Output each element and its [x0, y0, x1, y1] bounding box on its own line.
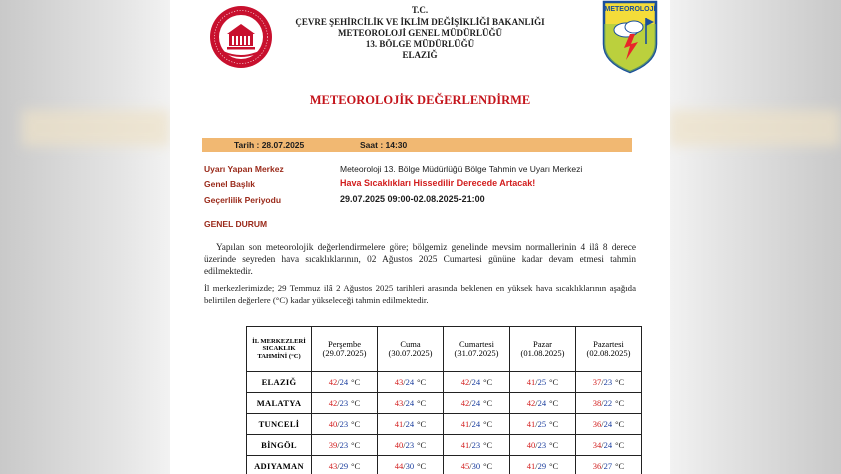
blurred-date-bar-right — [669, 110, 841, 146]
day-header — [576, 327, 642, 372]
day-name: Cumartesi — [459, 338, 494, 349]
max-temperature: 43 — [328, 461, 338, 471]
province-name: MALATYA — [247, 393, 312, 414]
unit-label: °C — [615, 377, 625, 387]
date-text: Tarih : 28.07.2025 — [234, 140, 305, 150]
unit-label: °C — [483, 440, 493, 450]
day-date: (31.07.2025) — [454, 348, 499, 358]
header-directorate: METEOROLOJİ GENEL MÜDÜRLÜĞÜ — [337, 28, 503, 38]
temperature-table — [246, 326, 642, 474]
unit-label: °C — [483, 398, 493, 408]
separator: / — [601, 398, 604, 408]
temperature-cell — [444, 435, 510, 456]
validity-label: Geçerlilik Periyodu — [204, 195, 282, 205]
day-date: (01.08.2025) — [520, 348, 565, 358]
day-header — [378, 327, 444, 372]
separator: / — [403, 398, 406, 408]
separator: / — [601, 440, 604, 450]
max-temperature: 39 — [328, 440, 338, 450]
min-temperature: 24 — [471, 377, 481, 387]
min-temperature: 27 — [603, 461, 613, 471]
day-date: (30.07.2025) — [388, 348, 433, 358]
temperature-cell — [576, 456, 642, 474]
max-temperature: 36 — [592, 419, 602, 429]
temperature-cell — [576, 435, 642, 456]
min-temperature: 30 — [471, 461, 481, 471]
blurred-background-left — [0, 0, 170, 474]
temperature-cell — [312, 372, 378, 393]
separator: / — [535, 419, 538, 429]
min-temperature: 25 — [537, 377, 547, 387]
max-temperature: 37 — [592, 377, 602, 387]
province-name: TUNCELİ — [247, 414, 312, 435]
min-temperature: 23 — [603, 377, 613, 387]
blurred-background-right — [669, 0, 841, 474]
temperature-cell — [510, 372, 576, 393]
max-temperature: 40 — [526, 440, 536, 450]
max-temperature: 42 — [328, 377, 338, 387]
paragraph-general: Yapılan son meteorolojik değerlendirmelere göre; bölgemiz genelinde mevsim normallerinin 4 ilâ 8 derece üzerinde seyreden hava sıcaklıklarının, 02 Ağustos 2025 Cumartesi gününe kadar devam etmesi tahmin edilmektedir. — [204, 243, 636, 277]
max-temperature: 42 — [328, 398, 338, 408]
separator: / — [601, 419, 604, 429]
temperature-cell — [576, 372, 642, 393]
min-temperature: 23 — [537, 440, 547, 450]
min-temperature: 23 — [339, 419, 349, 429]
table-header-row — [247, 327, 642, 372]
unit-label: °C — [549, 398, 559, 408]
table-row — [247, 414, 642, 435]
temperature-cell — [510, 393, 576, 414]
min-temperature: 22 — [603, 398, 613, 408]
temperature-cell — [444, 456, 510, 474]
temperature-cell — [576, 393, 642, 414]
table-row — [247, 435, 642, 456]
min-temperature: 24 — [537, 398, 547, 408]
separator: / — [403, 377, 406, 387]
day-name: Pazartesi — [593, 338, 624, 349]
max-temperature: 43 — [394, 398, 404, 408]
temperature-cell — [378, 456, 444, 474]
separator: / — [601, 461, 604, 471]
max-temperature: 41 — [526, 419, 536, 429]
min-temperature: 29 — [537, 461, 547, 471]
separator: / — [535, 377, 538, 387]
temperature-cell — [444, 414, 510, 435]
section-title: GENEL DURUM — [204, 219, 268, 229]
temperature-cell — [510, 435, 576, 456]
max-temperature: 42 — [460, 377, 470, 387]
unit-label: °C — [351, 419, 361, 429]
validity-value: 29.07.2025 09:00-02.08.2025-21:00 — [340, 194, 485, 204]
min-temperature: 24 — [471, 398, 481, 408]
temperature-cell — [444, 393, 510, 414]
min-temperature: 24 — [471, 419, 481, 429]
min-temperature: 24 — [405, 377, 415, 387]
table-row — [247, 393, 642, 414]
unit-label: °C — [615, 398, 625, 408]
unit-label: °C — [615, 461, 625, 471]
corner-header: İL MERKEZLERİ SICAKLIK TAHMİNİ (°C) — [247, 327, 312, 372]
separator: / — [337, 440, 340, 450]
max-temperature: 43 — [394, 377, 404, 387]
separator: / — [469, 398, 472, 408]
unit-label: °C — [351, 398, 361, 408]
min-temperature: 23 — [339, 440, 349, 450]
unit-label: °C — [351, 440, 361, 450]
separator: / — [337, 461, 340, 471]
temperature-cell — [312, 393, 378, 414]
max-temperature: 34 — [592, 440, 602, 450]
separator: / — [469, 377, 472, 387]
separator: / — [469, 461, 472, 471]
header-tc: T.C. — [411, 5, 429, 15]
min-temperature: 25 — [537, 419, 547, 429]
separator: / — [601, 377, 604, 387]
unit-label: °C — [483, 461, 493, 471]
unit-label: °C — [549, 461, 559, 471]
unit-label: °C — [417, 377, 427, 387]
max-temperature: 42 — [460, 398, 470, 408]
separator: / — [337, 419, 340, 429]
max-temperature: 41 — [460, 440, 470, 450]
separator: / — [535, 461, 538, 471]
day-date: (02.08.2025) — [586, 348, 631, 358]
max-temperature: 41 — [526, 377, 536, 387]
temperature-cell — [312, 456, 378, 474]
max-temperature: 44 — [394, 461, 404, 471]
blurred-date-bar-left — [22, 110, 170, 146]
max-temperature: 40 — [394, 440, 404, 450]
min-temperature: 24 — [603, 440, 613, 450]
temperature-cell — [576, 414, 642, 435]
table-row — [247, 456, 642, 474]
unit-label: °C — [417, 461, 427, 471]
min-temperature: 24 — [603, 419, 613, 429]
document-title: METEOROLOJİK DEĞERLENDİRME — [309, 93, 531, 107]
unit-label: °C — [483, 419, 493, 429]
issuer-label: Uyarı Yapan Merkez — [204, 164, 284, 174]
time-text: Saat : 14:30 — [360, 140, 408, 150]
table-row — [247, 372, 642, 393]
table-body — [247, 372, 642, 474]
issuer-value: Meteoroloji 13. Bölge Müdürlüğü Bölge Tahmin ve Uyarı Merkezi — [340, 164, 583, 174]
subject-label: Genel Başlık — [204, 179, 256, 189]
separator: / — [469, 440, 472, 450]
logo-text: METEOROLOJİ — [604, 6, 656, 13]
unit-label: °C — [417, 419, 427, 429]
temperature-cell — [510, 414, 576, 435]
min-temperature: 29 — [339, 461, 349, 471]
unit-label: °C — [615, 440, 625, 450]
separator: / — [403, 419, 406, 429]
temperature-cell — [378, 372, 444, 393]
province-name: BİNGÖL — [247, 435, 312, 456]
unit-label: °C — [417, 440, 427, 450]
document-page — [170, 0, 670, 474]
unit-label: °C — [615, 419, 625, 429]
temperature-cell — [378, 435, 444, 456]
header-ministry: ÇEVRE ŞEHİRCİLİK VE İKLİM DEĞİŞİKLİĞİ BAKANLIĞI — [295, 17, 545, 27]
separator: / — [403, 461, 406, 471]
temperature-cell — [378, 393, 444, 414]
separator: / — [337, 398, 340, 408]
separator: / — [469, 419, 472, 429]
date-bar — [202, 138, 632, 152]
day-header — [444, 327, 510, 372]
province-name: ADIYAMAN — [247, 456, 312, 474]
max-temperature: 40 — [328, 419, 338, 429]
unit-label: °C — [549, 377, 559, 387]
separator: / — [337, 377, 340, 387]
min-temperature: 30 — [405, 461, 415, 471]
min-temperature: 24 — [405, 398, 415, 408]
separator: / — [403, 440, 406, 450]
unit-label: °C — [417, 398, 427, 408]
temperature-cell — [510, 456, 576, 474]
min-temperature: 24 — [405, 419, 415, 429]
day-name: Perşembe — [327, 338, 362, 349]
max-temperature: 41 — [526, 461, 536, 471]
header-regional: 13. BÖLGE MÜDÜRLÜĞÜ — [365, 39, 475, 49]
unit-label: °C — [549, 440, 559, 450]
max-temperature: 42 — [526, 398, 536, 408]
max-temperature: 36 — [592, 461, 602, 471]
temperature-cell — [444, 372, 510, 393]
header-city: ELAZIĞ — [402, 50, 438, 60]
paragraph-forecast-intro: İl merkezlerimizde; 29 Temmuz ilâ 2 Ağustos 2025 tarihleri arasında beklenen en yüksek hava sıcaklıklarının aşağıda belirtilen değerlere (°C) kadar yükseleceği tahmin edilmektedir. — [204, 283, 636, 305]
max-temperature: 45 — [460, 461, 470, 471]
min-temperature: 24 — [339, 377, 349, 387]
unit-label: °C — [549, 419, 559, 429]
temperature-cell — [312, 435, 378, 456]
province-name: ELAZIĞ — [247, 372, 312, 393]
min-temperature: 23 — [339, 398, 349, 408]
min-temperature: 23 — [471, 440, 481, 450]
day-header — [510, 327, 576, 372]
max-temperature: 38 — [592, 398, 602, 408]
unit-label: °C — [351, 461, 361, 471]
day-name: Pazar — [533, 338, 552, 349]
day-date: (29.07.2025) — [322, 348, 367, 358]
separator: / — [535, 440, 538, 450]
max-temperature: 41 — [460, 419, 470, 429]
unit-label: °C — [483, 377, 493, 387]
temperature-cell — [378, 414, 444, 435]
unit-label: °C — [351, 377, 361, 387]
subject-value: Hava Sıcaklıkları Hissedilir Derecede Artacak! — [340, 178, 536, 188]
day-header — [312, 327, 378, 372]
temperature-cell — [312, 414, 378, 435]
day-name: Cuma — [400, 338, 421, 349]
separator: / — [535, 398, 538, 408]
min-temperature: 23 — [405, 440, 415, 450]
max-temperature: 41 — [394, 419, 404, 429]
